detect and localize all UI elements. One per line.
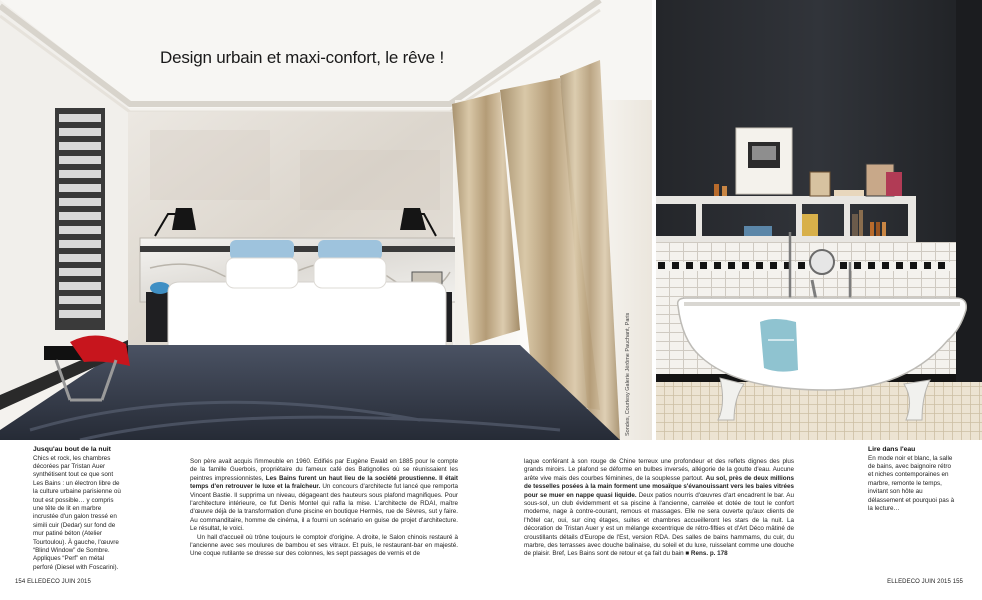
folio-left: 154 ELLEDECO JUIN 2015 — [15, 579, 91, 585]
caption-left — [33, 446, 121, 572]
caption-left-title: Jusqu'au bout de la nuit — [33, 446, 111, 453]
folio-right: ELLEDECO JUIN 2015 155 — [887, 579, 963, 585]
body-text-bold: Au sol, près de deux millions de tesselles posées à la main forment une mosaïque s'évanouissant vers les baies vitrées pour se muer en nappe quasi liquide. — [524, 474, 794, 499]
body-col-1-paragraph-2: Un hall d'accueil où trône toujours le comptoir d'origine. A droite, le Salon chinois restauré à l'ancienne avec ses moulures de bambou et ses vitraux. Et puis, le restaurant-bar en majesté. Une coque rutilante se dresse sur des colonnes, les sept passages de vernis et de — [190, 533, 458, 558]
body-column-1 — [190, 458, 458, 559]
caption-right — [868, 446, 956, 513]
body-col-1-paragraph-1 — [190, 458, 458, 534]
reference-note: ■ Rens. p. 178 — [685, 550, 728, 558]
body-text: Deux patios nourris d'œuvres d'art encadrent le bar. Au sous-sol, un club évidemment et sa piscine à l'ancienne, carrelée et dotée de tout le confort moderne, nage à contre-courant, remous et massages. Elle ne sera ouverte qu'aux clients de l'hôtel car, oui, sur cinq étages, suites et chambres accueilleront les stars de la nuit. La décoration de Tristan Auer y est un mélange excentrique de rétro-fifties et d'Art Déco mâtiné de croustillants détails d'Europe de l'Est, version RDA. Des salles de bains hammams, du cuir, du marbre, des terrasses avec douche balinaise, du soleil et du luxe, ruisselant comme une douche de plaisir. Bref, Les Bains sont de retour et ça fait du bain — [524, 491, 795, 558]
photo-credit: Sondes, Courtesy Galerie Jérôme Pauchant, Paris — [625, 312, 631, 436]
caption-left-text: Chics et rock, les chambres décorées par Tristan Auer synthétisent tout ce que sont Les Bains : un électron libre de la culture urbaine parisienne où tout est possible… y compris une tête de lit en marbre incrustée d'un galon tressé en simili cuir (Dedar) sur fond de mur patiné béton (Atelier Tourtoulou). À gauche, l'œuvre “Blind Window” de Sombre. Appliques “Perf” en métal perforé (Diesel with Foscarini). — [33, 454, 121, 571]
bathroom-illustration — [656, 0, 982, 440]
bathroom-photo — [656, 0, 982, 440]
body-column-2 — [524, 458, 794, 559]
body-text: Son père avait acquis l'immeuble en 1960. Edifiés par Eugène Ewald en 1885 pour le compte de la famille Guerbois, propriétaire du fameux café des Batignolles où se réunissaient les peintres impressionnistes, — [190, 458, 458, 482]
caption-right-title: Lire dans l'eau — [868, 446, 916, 453]
caption-right-text: En mode noir et blanc, la salle de bains, avec baignoire rétro et niches contemporaines en marbre, remonte le temps, invitant son hôte au délassement et pourquoi pas à la lecture… — [868, 454, 955, 513]
body-text: laque conférant à son rouge de Chine terreux une profondeur et des reflets dignes des plus grands miroirs. Le plafond se déforme en bulbes inversés, allégorie de la goutte d'eau. Aucune arête vive mais des courbes féminines, de la souplesse partout. — [524, 458, 794, 482]
body-text: Un concours d'architecte fut lancé que remporta Vincent Bastie. Il supprima un niveau, dégageant des hauteurs sous plafond magnifiques. Pour l'architecture intérieure, ce fut Denis Montel qui rafla la mise. L'architecte de RDAI, maître d'œuvre déjà de la transformation d'une piscine en boutique Hermès, rue de Sèvres, sut y faire. Au commanditaire, homme de cinéma, il a fourni un scénario en guise de projet d'architecture. Le résultat, le voici. — [190, 483, 459, 533]
headline: Design urbain et maxi-confort, le rêve ! — [160, 48, 444, 67]
body-col-2-paragraph-1 — [524, 458, 794, 559]
body-text-bold: Les Bains furent un haut lieu de la société proustienne. Il était temps d'en retrouver le luxe et la fraîcheur. — [190, 474, 458, 491]
